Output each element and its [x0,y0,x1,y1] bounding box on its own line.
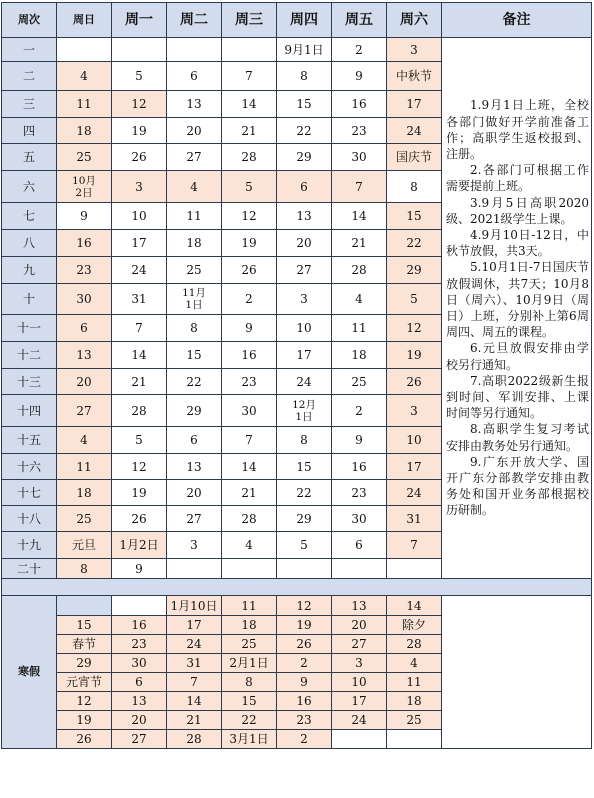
day-cell: 3 [387,38,442,62]
day-cell: 22 [167,369,222,395]
winter-day-cell: 27 [332,635,387,654]
day-cell: 24 [112,257,167,284]
day-cell: 9 [112,559,167,579]
day-cell: 24 [387,480,442,506]
day-cell: 6 [57,315,112,342]
day-cell: 23 [332,480,387,506]
week-number: 十一 [2,315,57,342]
day-cell: 12 [112,91,167,118]
day-cell: 12 [112,454,167,480]
day-cell: 7 [222,62,277,91]
winter-day-cell: 24 [167,635,222,654]
day-cell: 8 [277,62,332,91]
school-calendar-table [1,2,592,749]
day-cell: 4 [57,427,112,454]
day-cell: 8 [167,315,222,342]
day-cell: 15 [277,91,332,118]
day-cell: 19 [387,342,442,369]
day-cell: 9月1日 [277,38,332,62]
week-number: 六 [2,171,57,203]
winter-row [2,596,592,616]
day-cell: 7 [222,427,277,454]
winter-day-cell: 13 [332,596,387,616]
day-cell: 13 [167,454,222,480]
winter-day-cell: 7 [167,673,222,692]
winter-day-cell [332,730,387,749]
winter-break-label: 寒假 [2,596,57,749]
winter-day-cell: 15 [57,616,112,635]
day-cell: 28 [332,257,387,284]
day-cell: 28 [222,144,277,171]
winter-day-cell: 16 [112,616,167,635]
day-cell: 20 [277,230,332,257]
day-cell: 5 [387,284,442,315]
day-cell: 18 [332,342,387,369]
winter-day-cell: 3 [332,654,387,673]
day-cell: 17 [387,91,442,118]
winter-day-cell: 11 [387,673,442,692]
day-cell: 29 [167,395,222,427]
day-cell: 26 [222,257,277,284]
day-cell: 2 [332,395,387,427]
day-cell: 20 [57,369,112,395]
header-day: 周二 [167,3,222,38]
winter-day-cell: 17 [332,692,387,711]
week-number: 七 [2,203,57,230]
day-cell: 18 [57,480,112,506]
winter-day-cell: 8 [222,673,277,692]
day-cell: 中秋节 [387,62,442,91]
day-cell: 25 [57,144,112,171]
day-cell: 13 [57,342,112,369]
winter-day-cell: 15 [222,692,277,711]
day-cell: 9 [332,427,387,454]
header-week: 周次 [2,3,57,38]
day-cell: 22 [277,480,332,506]
week-number: 十七 [2,480,57,506]
winter-day-cell: 17 [167,616,222,635]
day-cell: 8 [57,559,112,579]
week-number: 十 [2,284,57,315]
day-cell: 29 [277,144,332,171]
day-cell: 21 [222,118,277,144]
winter-day-cell: 11 [222,596,277,616]
day-cell: 16 [332,91,387,118]
day-cell: 23 [222,369,277,395]
day-cell: 12 [387,315,442,342]
day-cell: 10 [112,203,167,230]
header-day: 周四 [277,3,332,38]
day-cell: 4 [167,171,222,203]
day-cell: 3 [112,171,167,203]
day-cell: 22 [387,230,442,257]
day-cell: 17 [112,230,167,257]
winter-day-cell: 12 [277,596,332,616]
day-cell: 4 [57,62,112,91]
winter-day-cell: 2 [277,730,332,749]
winter-day-cell: 25 [222,635,277,654]
day-cell: 15 [167,342,222,369]
day-cell: 25 [167,257,222,284]
day-cell: 11 [332,315,387,342]
winter-day-cell: 20 [112,711,167,730]
header-day: 周三 [222,3,277,38]
day-cell: 13 [277,203,332,230]
day-cell: 17 [387,454,442,480]
header-day: 周六 [387,3,442,38]
week-number: 十九 [2,532,57,559]
day-cell: 19 [112,118,167,144]
day-cell: 17 [277,342,332,369]
day-cell: 21 [222,480,277,506]
week-number: 十八 [2,506,57,532]
day-cell: 22 [277,118,332,144]
day-cell: 15 [387,203,442,230]
winter-day-cell: 14 [387,596,442,616]
day-cell: 11 [167,203,222,230]
week-number: 十三 [2,369,57,395]
winter-day-cell: 21 [167,711,222,730]
day-cell: 6 [167,427,222,454]
day-cell: 9 [222,315,277,342]
winter-day-cell: 30 [112,654,167,673]
week-number: 十二 [2,342,57,369]
day-cell: 16 [332,454,387,480]
day-cell: 11月 1日 [167,284,222,315]
winter-day-cell: 3月1日 [222,730,277,749]
week-number: 十四 [2,395,57,427]
winter-day-cell: 29 [57,654,112,673]
day-cell: 7 [387,532,442,559]
day-cell: 16 [57,230,112,257]
day-cell: 24 [387,118,442,144]
week-number: 三 [2,91,57,118]
day-cell: 23 [57,257,112,284]
day-cell: 9 [57,203,112,230]
winter-day-cell: 18 [222,616,277,635]
day-cell: 10 [387,427,442,454]
day-cell [167,559,222,579]
day-cell [222,559,277,579]
winter-day-cell [57,596,112,616]
day-cell: 13 [167,91,222,118]
week-number: 十六 [2,454,57,480]
day-cell: 30 [57,284,112,315]
day-cell: 14 [112,342,167,369]
day-cell: 14 [332,203,387,230]
winter-day-cell: 20 [332,616,387,635]
day-cell: 5 [112,62,167,91]
separator-row [2,579,592,596]
winter-day-cell [112,596,167,616]
winter-day-cell: 26 [57,730,112,749]
day-cell: 11 [57,454,112,480]
day-cell: 16 [222,342,277,369]
day-cell [57,38,112,62]
day-cell: 25 [57,506,112,532]
week-row [2,38,592,62]
week-number: 五 [2,144,57,171]
winter-day-cell: 28 [387,635,442,654]
day-cell: 6 [277,171,332,203]
day-cell: 元旦 [57,532,112,559]
day-cell: 27 [57,395,112,427]
week-number: 四 [2,118,57,144]
day-cell: 28 [222,506,277,532]
winter-day-cell: 18 [387,692,442,711]
winter-day-cell [387,730,442,749]
winter-day-cell: 13 [112,692,167,711]
day-cell: 3 [167,532,222,559]
day-cell: 31 [387,506,442,532]
day-cell: 21 [112,369,167,395]
day-cell [332,559,387,579]
winter-day-cell: 9 [277,673,332,692]
winter-day-cell: 6 [112,673,167,692]
day-cell: 27 [277,257,332,284]
week-number: 一 [2,38,57,62]
winter-day-cell: 4 [387,654,442,673]
day-cell: 10 [277,315,332,342]
day-cell: 19 [112,480,167,506]
week-number: 十五 [2,427,57,454]
day-cell: 26 [112,506,167,532]
winter-day-cell: 23 [112,635,167,654]
day-cell: 20 [167,118,222,144]
winter-day-cell: 14 [167,692,222,711]
day-cell: 14 [222,91,277,118]
day-cell: 27 [167,506,222,532]
day-cell: 26 [387,369,442,395]
day-cell [387,559,442,579]
day-cell: 8 [277,427,332,454]
header-day: 周五 [332,3,387,38]
winter-day-cell: 12 [57,692,112,711]
day-cell: 21 [332,230,387,257]
winter-day-cell: 31 [167,654,222,673]
day-cell: 3 [387,395,442,427]
day-cell: 2 [222,284,277,315]
day-cell: 19 [222,230,277,257]
day-cell: 30 [332,144,387,171]
notes-panel [442,38,592,579]
winter-day-cell: 2月1日 [222,654,277,673]
day-cell: 26 [112,144,167,171]
winter-day-cell: 16 [277,692,332,711]
day-cell: 18 [167,230,222,257]
day-cell: 5 [222,171,277,203]
day-cell [167,38,222,62]
day-cell: 23 [332,118,387,144]
day-cell: 3 [277,284,332,315]
day-cell: 20 [167,480,222,506]
day-cell: 国庆节 [387,144,442,171]
winter-day-cell: 23 [277,711,332,730]
note-item: 8.高职学生复习考试安排由教务处另行通知。 [446,422,589,453]
calendar-body [2,3,592,749]
day-cell [277,559,332,579]
day-cell: 1月2日 [112,532,167,559]
day-cell: 9 [332,62,387,91]
note-item: 2.各部门可根据工作需要提前上班。 [446,163,589,194]
day-cell [112,38,167,62]
day-cell [222,38,277,62]
winter-day-cell: 19 [277,616,332,635]
day-cell: 30 [332,506,387,532]
day-cell: 11 [57,91,112,118]
day-cell: 6 [332,532,387,559]
winter-day-cell: 除夕 [387,616,442,635]
day-cell: 18 [57,118,112,144]
winter-day-cell: 28 [167,730,222,749]
note-item: 4.9月10日-12日，中秋节放假，共3天。 [446,227,589,259]
day-cell: 12 [222,203,277,230]
winter-day-cell: 27 [112,730,167,749]
day-cell: 30 [222,395,277,427]
day-cell: 7 [112,315,167,342]
day-cell: 7 [332,171,387,203]
header-day: 周一 [112,3,167,38]
day-cell: 31 [112,284,167,315]
day-cell: 12月 1日 [277,395,332,427]
day-cell: 2 [332,38,387,62]
day-cell: 29 [277,506,332,532]
week-number: 九 [2,257,57,284]
day-cell: 5 [277,532,332,559]
day-cell: 4 [332,284,387,315]
day-cell: 25 [332,369,387,395]
note-item: 7.高职2022级新生报到时间、军训安排、上课时间等另行通知。 [446,373,589,421]
week-number: 八 [2,230,57,257]
day-cell: 29 [387,257,442,284]
winter-day-cell: 22 [222,711,277,730]
winter-day-cell: 24 [332,711,387,730]
note-item: 1.9月1日上班，全校各部门做好开学前准备工作；高职学生返校报到、注册。 [446,98,589,161]
winter-day-cell: 10 [332,673,387,692]
note-item: 6.元旦放假安排由学校另行通知。 [446,341,589,372]
winter-day-cell: 19 [57,711,112,730]
header-notes: 备注 [442,3,592,38]
note-item: 9.广东开放大学、国开广东分部教学安排由教务处和国开业务部根据校历研制。 [446,454,589,518]
day-cell: 8 [387,171,442,203]
winter-notes-blank [442,596,592,749]
note-item: 3.9月5日高职2020级、2021级学生上课。 [446,195,589,226]
week-number: 二 [2,62,57,91]
day-cell: 24 [277,369,332,395]
winter-day-cell: 2 [277,654,332,673]
day-cell: 15 [277,454,332,480]
header-row [2,3,592,38]
winter-day-cell: 25 [387,711,442,730]
day-cell: 28 [112,395,167,427]
winter-day-cell: 26 [277,635,332,654]
day-cell: 27 [167,144,222,171]
separator-cell [2,579,592,596]
day-cell: 10月 2日 [57,171,112,203]
day-cell: 14 [222,454,277,480]
winter-day-cell: 元宵节 [57,673,112,692]
day-cell: 6 [167,62,222,91]
winter-day-cell: 春节 [57,635,112,654]
winter-day-cell: 1月10日 [167,596,222,616]
note-item: 5.10月1日-7日国庆节放假调休，共7天；10月8日（周六）、10月9日（周日）上班，分别补上第6周周四、周五的课程。 [446,260,589,340]
header-day: 周日 [57,3,112,38]
week-number: 二十 [2,559,57,579]
day-cell: 5 [112,427,167,454]
day-cell: 4 [222,532,277,559]
